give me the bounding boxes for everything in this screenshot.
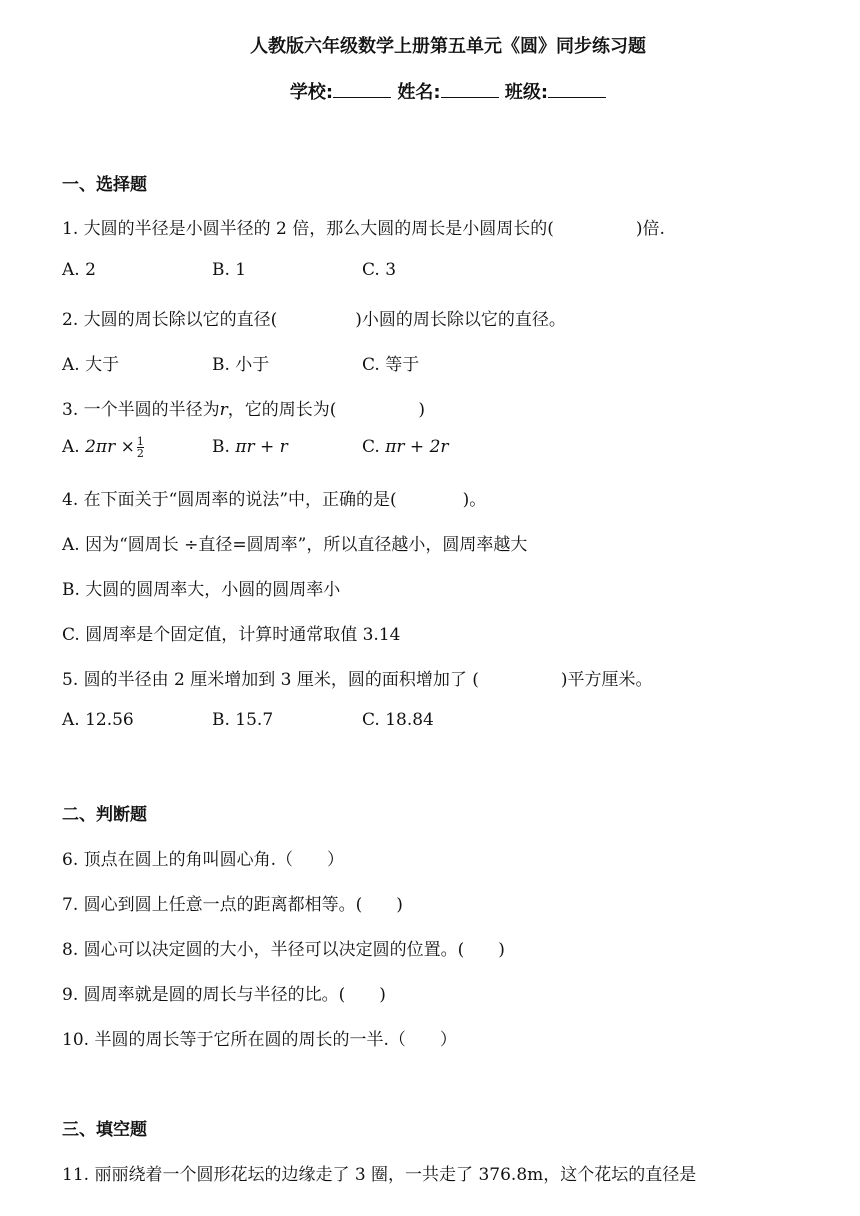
section-heading-judgement: 二、判断题 <box>62 805 147 825</box>
section-heading-fill: 三、填空题 <box>62 1120 147 1140</box>
question-2-tail: )小圆的周长除以它的直径。 <box>355 310 566 330</box>
option-a-prefix: A. <box>62 437 86 457</box>
question-3-tail: ) <box>418 400 426 420</box>
question-1-text: 1. 大圆的半径是小圆半径的 2 倍，那么大圆的周长是小圆周长的( <box>62 219 554 239</box>
question-3-options <box>62 436 512 459</box>
question-4-option-a[interactable]: A. 因为“圆周长 ÷直径=圆周率”，所以直径越小，圆周率越大 <box>62 535 528 555</box>
question-2-options <box>62 350 512 375</box>
page-title: 人教版六年级数学上册第五单元《圆》同步练习题 <box>250 36 646 57</box>
option-c-prefix: C. <box>362 437 386 457</box>
question-7: 7. 圆心到圆上任意一点的距离都相等。( ) <box>62 895 403 915</box>
school-label: 学校: <box>289 82 334 103</box>
name-blank[interactable] <box>441 81 499 98</box>
question-4-tail: )。 <box>462 490 487 510</box>
option-b[interactable]: B. 1 <box>212 260 247 280</box>
option-b-prefix: B. <box>212 437 236 457</box>
option-b[interactable]: B. 小于 <box>212 355 270 375</box>
question-1-options <box>62 260 512 280</box>
option-c[interactable]: C. 18.84 <box>362 710 434 730</box>
question-4-text: 4. 在下面关于“圆周率的说法”中，正确的是( <box>62 490 397 510</box>
option-c[interactable]: C. 3 <box>362 260 397 280</box>
section-heading-choice: 一、选择题 <box>62 175 147 195</box>
option-a[interactable]: A. 2 <box>62 260 96 280</box>
question-1-tail: )倍. <box>635 219 665 239</box>
question-5 <box>62 665 653 690</box>
question-4-option-c[interactable]: C. 圆周率是个固定值，计算时通常取值 3.14 <box>62 625 401 645</box>
question-5-options <box>62 710 512 730</box>
question-10: 10. 半圆的周长等于它所在圆的周长的一半.（ ） <box>62 1030 457 1050</box>
question-4 <box>62 485 486 510</box>
question-2 <box>62 305 566 330</box>
variable-r: r <box>219 400 228 420</box>
name-label: 姓名: <box>397 82 441 103</box>
option-b[interactable] <box>212 437 362 457</box>
question-2-text: 2. 大圆的周长除以它的直径( <box>62 310 278 330</box>
class-label: 班级: <box>504 82 549 103</box>
question-4-option-b[interactable]: B. 大圆的圆周率大，小圆的圆周率小 <box>62 580 341 600</box>
fraction-denominator: 2 <box>136 447 144 460</box>
question-9: 9. 圆周率就是圆的周长与半径的比。( ) <box>62 985 386 1005</box>
option-a[interactable]: A. 大于 <box>62 355 120 375</box>
question-8: 8. 圆心可以决定圆的大小，半径可以决定圆的位置。( ) <box>62 940 505 960</box>
option-c-math: πr + 2r <box>385 437 449 457</box>
option-a[interactable] <box>62 436 212 459</box>
option-a[interactable]: A. 12.56 <box>62 710 134 730</box>
question-3-mid: ，它的周长为( <box>227 400 337 420</box>
fraction-half <box>137 436 144 459</box>
question-3 <box>62 395 425 420</box>
question-1 <box>62 214 665 239</box>
option-c[interactable] <box>362 437 512 457</box>
option-b[interactable]: B. 15.7 <box>212 710 274 730</box>
option-a-times: × <box>115 437 135 457</box>
school-blank[interactable] <box>333 81 391 98</box>
question-5-tail: )平方厘米。 <box>560 670 653 690</box>
question-6: 6. 顶点在圆上的角叫圆心角.（ ） <box>62 850 345 870</box>
question-11: 11. 丽丽绕着一个圆形花坛的边缘走了 3 圈，一共走了 376.8m，这个花坛的直径是 <box>62 1165 697 1185</box>
option-c[interactable]: C. 等于 <box>362 355 420 375</box>
fraction-numerator: 1 <box>136 435 144 448</box>
question-5-text: 5. 圆的半径由 2 厘米增加到 3 厘米，圆的面积增加了 ( <box>62 670 479 690</box>
option-b-math: πr + r <box>235 437 288 457</box>
student-info-line <box>0 78 860 104</box>
option-a-math: 2πr <box>85 437 116 457</box>
class-blank[interactable] <box>548 81 606 98</box>
question-3-text: 3. 一个半圆的半径为 <box>62 400 220 420</box>
